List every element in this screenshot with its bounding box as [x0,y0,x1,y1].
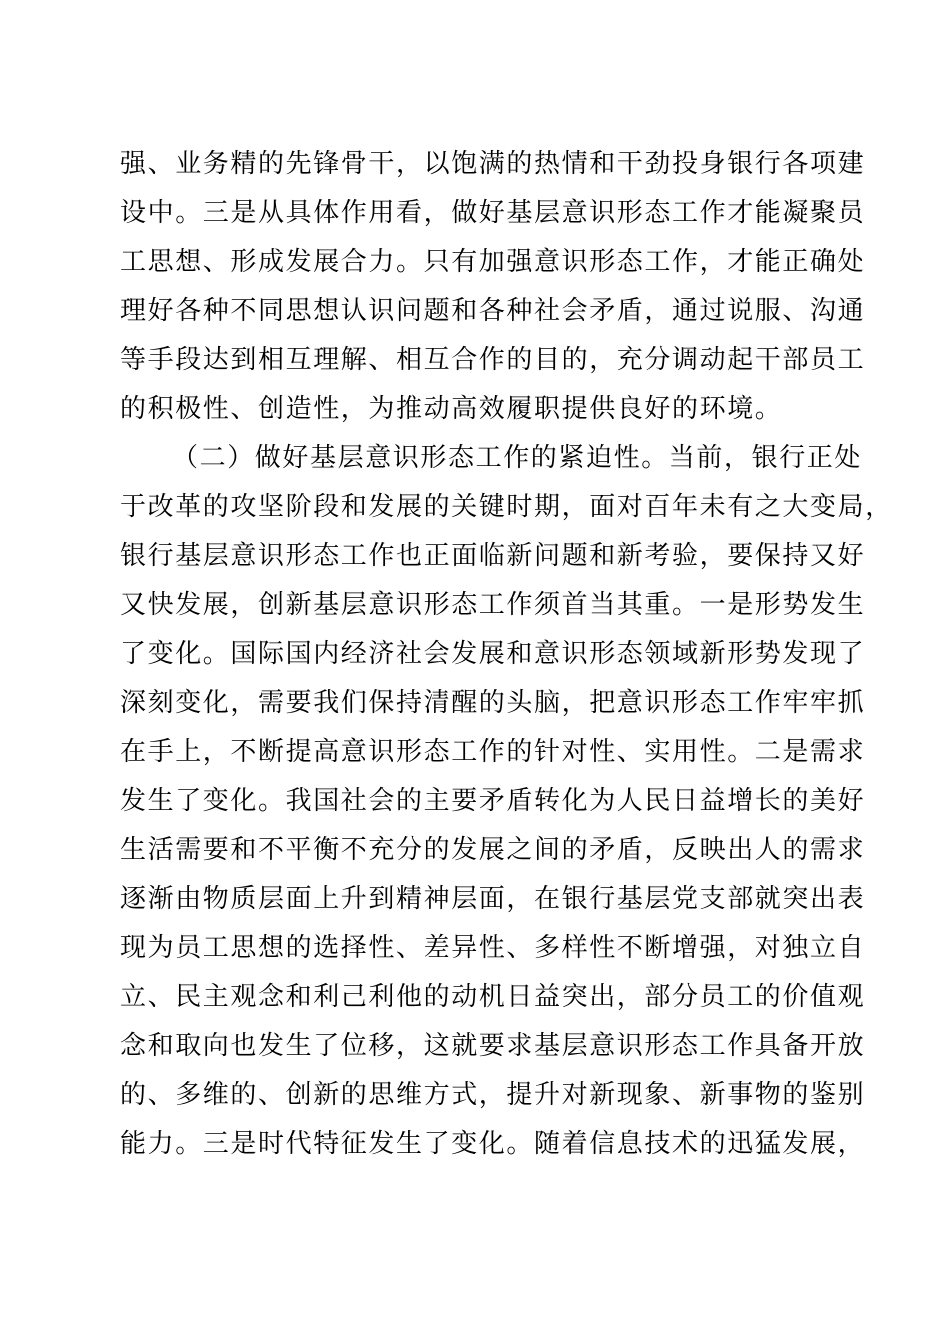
text-line: 能力。三是时代特征发生了变化。随着信息技术的迅猛发展， [120,1129,866,1159]
text-line: 又快发展，创新基层意识形态工作须首当其重。一是形势发生 [120,590,866,620]
text-line: 工思想、形成发展合力。只有加强意识形态工作，才能正确处 [120,247,866,277]
text-line: 发生了变化。我国社会的主要矛盾转化为人民日益增长的美好 [120,786,866,816]
text-line: 逐渐由物质层面上升到精神层面，在银行基层党支部就突出表 [120,884,866,914]
text-line: 于改革的攻坚阶段和发展的关键时期，面对百年未有之大变局， [120,492,893,522]
text-line: 的、多维的、创新的思维方式，提升对新现象、新事物的鉴别 [120,1080,866,1110]
text-line: 深刻变化，需要我们保持清醒的头脑，把意识形态工作牢牢抓 [120,688,866,718]
text-line: 的积极性、创造性，为推动高效履职提供良好的环境。 [120,394,783,424]
text-line: 现为员工思想的选择性、差异性、多样性不断增强，对独立自 [120,933,866,963]
text-line: 设中。三是从具体作用看，做好基层意识形态工作才能凝聚员 [120,198,866,228]
text-line: 立、民主观念和利己利他的动机日益突出，部分员工的价值观 [120,982,866,1012]
text-line: 理好各种不同思想认识问题和各种社会矛盾，通过说服、沟通 [120,296,866,326]
text-line: 强、业务精的先锋骨干，以饱满的热情和干劲投身银行各项建 [120,149,866,179]
text-line: 银行基层意识形态工作也正面临新问题和新考验，要保持又好 [120,541,866,571]
text-line: 念和取向也发生了位移，这就要求基层意识形态工作具备开放 [120,1031,866,1061]
section-heading-line: （二）做好基层意识形态工作的紧迫性。当前，银行正处 [172,443,863,473]
text-line: 生活需要和不平衡不充分的发展之间的矛盾，反映出人的需求 [120,835,866,865]
document-body [120,140,893,1169]
text-line: 等手段达到相互理解、相互合作的目的，充分调动起干部员工 [120,345,866,375]
text-line: 在手上，不断提高意识形态工作的针对性、实用性。二是需求 [120,737,866,767]
text-line: 了变化。国际国内经济社会发展和意识形态领域新形势发现了 [120,639,866,669]
